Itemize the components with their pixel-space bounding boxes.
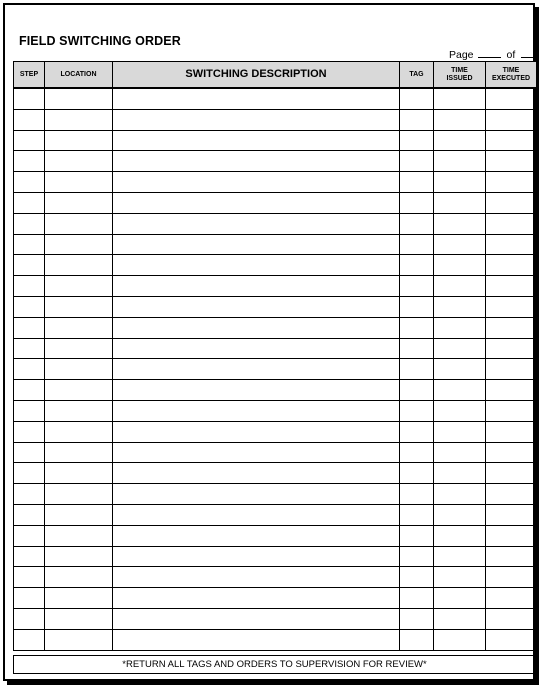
tag-cell[interactable] [400,567,434,588]
tag-cell[interactable] [400,296,434,317]
step-cell[interactable] [14,109,45,130]
description-cell[interactable] [113,130,400,151]
step-cell[interactable] [14,359,45,380]
description-cell[interactable] [113,109,400,130]
description-cell[interactable] [113,567,400,588]
description-cell[interactable] [113,380,400,401]
description-cell[interactable] [113,608,400,629]
time-executed-cell[interactable] [486,234,537,255]
page-number-field [449,48,537,61]
step-cell[interactable] [14,192,45,213]
location-cell[interactable] [45,276,113,297]
tag-cell[interactable] [400,546,434,567]
description-cell[interactable] [113,88,400,109]
table-row [14,588,537,609]
description-cell[interactable] [113,317,400,338]
table-row [14,338,537,359]
location-cell[interactable] [45,442,113,463]
tag-cell[interactable] [400,608,434,629]
table-row [14,255,537,276]
time-issued-cell[interactable] [434,588,486,609]
location-cell[interactable] [45,484,113,505]
table-row [14,130,537,151]
time-issued-cell[interactable] [434,442,486,463]
location-cell[interactable] [45,525,113,546]
tag-cell[interactable] [400,380,434,401]
time-executed-cell[interactable] [486,276,537,297]
time-executed-cell[interactable] [486,109,537,130]
time-executed-cell[interactable] [486,567,537,588]
tag-cell[interactable] [400,359,434,380]
location-cell[interactable] [45,172,113,193]
step-cell[interactable] [14,296,45,317]
description-cell[interactable] [113,255,400,276]
tag-cell[interactable] [400,88,434,109]
table-row [14,276,537,297]
time-issued-cell[interactable] [434,504,486,525]
location-cell[interactable] [45,400,113,421]
header-time-issued-line1: TIME [451,67,468,75]
description-cell[interactable] [113,151,400,172]
time-executed-cell[interactable] [486,255,537,276]
description-cell[interactable] [113,359,400,380]
of-label: of [506,49,516,61]
time-issued-cell[interactable] [434,151,486,172]
table-row [14,172,537,193]
header-step: STEP [14,62,45,89]
time-issued-cell[interactable] [434,276,486,297]
header-location: LOCATION [45,62,113,89]
step-cell[interactable] [14,421,45,442]
location-cell[interactable] [45,359,113,380]
time-issued-cell[interactable] [434,359,486,380]
time-executed-cell[interactable] [486,151,537,172]
description-cell[interactable] [113,296,400,317]
time-executed-cell[interactable] [486,629,537,650]
header-switching-description: SWITCHING DESCRIPTION [113,62,400,89]
location-cell[interactable] [45,608,113,629]
time-issued-cell[interactable] [434,213,486,234]
table-row [14,380,537,401]
tag-cell[interactable] [400,588,434,609]
tag-cell[interactable] [400,151,434,172]
location-cell[interactable] [45,463,113,484]
footer-note: *RETURN ALL TAGS AND ORDERS TO SUPERVISION FOR REVIEW* [13,655,536,674]
time-issued-cell[interactable] [434,463,486,484]
table-row [14,317,537,338]
time-executed-cell[interactable] [486,88,537,109]
step-cell[interactable] [14,504,45,525]
time-issued-cell[interactable] [434,88,486,109]
location-cell[interactable] [45,213,113,234]
switching-table [13,61,537,651]
time-executed-cell[interactable] [486,608,537,629]
time-issued-cell[interactable] [434,255,486,276]
tag-cell[interactable] [400,130,434,151]
location-cell[interactable] [45,130,113,151]
edge-mark [537,655,539,669]
location-cell[interactable] [45,546,113,567]
description-cell[interactable] [113,213,400,234]
description-cell[interactable] [113,234,400,255]
header-time-issued-line2: ISSUED [446,74,473,82]
form-title: FIELD SWITCHING ORDER [19,34,181,48]
step-cell[interactable] [14,546,45,567]
step-cell[interactable] [14,442,45,463]
tag-cell[interactable] [400,109,434,130]
table-row [14,192,537,213]
table-row [14,296,537,317]
time-issued-cell[interactable] [434,109,486,130]
description-cell[interactable] [113,192,400,213]
location-cell[interactable] [45,296,113,317]
step-cell[interactable] [14,400,45,421]
location-cell[interactable] [45,338,113,359]
table-row [14,88,537,109]
time-issued-cell[interactable] [434,172,486,193]
description-cell[interactable] [113,629,400,650]
description-cell[interactable] [113,504,400,525]
time-executed-cell[interactable] [486,588,537,609]
step-cell[interactable] [14,525,45,546]
time-issued-cell[interactable] [434,400,486,421]
location-cell[interactable] [45,88,113,109]
time-executed-cell[interactable] [486,504,537,525]
location-cell[interactable] [45,380,113,401]
location-cell[interactable] [45,629,113,650]
time-issued-cell[interactable] [434,567,486,588]
time-issued-cell[interactable] [434,192,486,213]
time-issued-cell[interactable] [434,317,486,338]
tag-cell[interactable] [400,484,434,505]
table-row [14,109,537,130]
tag-cell[interactable] [400,338,434,359]
location-cell[interactable] [45,567,113,588]
step-cell[interactable] [14,317,45,338]
step-cell[interactable] [14,172,45,193]
tag-cell[interactable] [400,172,434,193]
table-row [14,463,537,484]
description-cell[interactable] [113,338,400,359]
description-cell[interactable] [113,172,400,193]
time-executed-cell[interactable] [486,525,537,546]
page-label: Page [449,49,474,61]
step-cell[interactable] [14,567,45,588]
time-executed-cell[interactable] [486,192,537,213]
time-issued-cell[interactable] [434,484,486,505]
time-executed-cell[interactable] [486,421,537,442]
time-issued-cell[interactable] [434,380,486,401]
step-cell[interactable] [14,608,45,629]
time-executed-cell[interactable] [486,338,537,359]
table-row [14,400,537,421]
time-executed-cell[interactable] [486,130,537,151]
table-header-row [14,62,537,89]
description-cell[interactable] [113,525,400,546]
step-cell[interactable] [14,130,45,151]
location-cell[interactable] [45,588,113,609]
tag-cell[interactable] [400,255,434,276]
table-row [14,442,537,463]
header-time-issued [434,62,486,89]
step-cell[interactable] [14,255,45,276]
description-cell[interactable] [113,546,400,567]
tag-cell[interactable] [400,400,434,421]
description-cell[interactable] [113,421,400,442]
table-row [14,525,537,546]
table-row [14,484,537,505]
location-cell[interactable] [45,504,113,525]
header-time-executed [486,62,537,89]
table-row [14,213,537,234]
table-row [14,629,537,650]
time-executed-cell[interactable] [486,546,537,567]
time-executed-cell[interactable] [486,296,537,317]
page-shadow [7,681,539,685]
location-cell[interactable] [45,234,113,255]
time-issued-cell[interactable] [434,546,486,567]
time-issued-cell[interactable] [434,296,486,317]
time-issued-cell[interactable] [434,421,486,442]
time-issued-cell[interactable] [434,525,486,546]
time-issued-cell[interactable] [434,629,486,650]
time-executed-cell[interactable] [486,400,537,421]
description-cell[interactable] [113,442,400,463]
page-number-blank[interactable] [478,48,501,58]
location-cell[interactable] [45,255,113,276]
location-cell[interactable] [45,317,113,338]
tag-cell[interactable] [400,421,434,442]
step-cell[interactable] [14,484,45,505]
step-cell[interactable] [14,234,45,255]
time-issued-cell[interactable] [434,234,486,255]
time-executed-cell[interactable] [486,463,537,484]
time-issued-cell[interactable] [434,130,486,151]
location-cell[interactable] [45,151,113,172]
page-total-blank[interactable] [521,48,537,58]
tag-cell[interactable] [400,504,434,525]
location-cell[interactable] [45,192,113,213]
time-executed-cell[interactable] [486,213,537,234]
time-issued-cell[interactable] [434,608,486,629]
time-issued-cell[interactable] [434,338,486,359]
tag-cell[interactable] [400,442,434,463]
table-row [14,421,537,442]
tag-cell[interactable] [400,629,434,650]
tag-cell[interactable] [400,463,434,484]
description-cell[interactable] [113,463,400,484]
step-cell[interactable] [14,213,45,234]
step-cell[interactable] [14,151,45,172]
description-cell[interactable] [113,400,400,421]
table-row [14,234,537,255]
step-cell[interactable] [14,338,45,359]
description-cell[interactable] [113,484,400,505]
time-executed-cell[interactable] [486,172,537,193]
table-row [14,504,537,525]
header-time-executed-line2: EXECUTED [491,74,531,82]
header-time-executed-line1: TIME [502,67,520,75]
time-executed-cell[interactable] [486,317,537,338]
table-row [14,567,537,588]
step-cell[interactable] [14,629,45,650]
time-executed-cell[interactable] [486,380,537,401]
location-cell[interactable] [45,109,113,130]
description-cell[interactable] [113,588,400,609]
time-executed-cell[interactable] [486,442,537,463]
header-tag: TAG [400,62,434,89]
tag-cell[interactable] [400,276,434,297]
time-executed-cell[interactable] [486,484,537,505]
table-row [14,359,537,380]
tag-cell[interactable] [400,525,434,546]
time-executed-cell[interactable] [486,359,537,380]
tag-cell[interactable] [400,234,434,255]
location-cell[interactable] [45,421,113,442]
step-cell[interactable] [14,588,45,609]
description-cell[interactable] [113,276,400,297]
tag-cell[interactable] [400,192,434,213]
table-row [14,546,537,567]
step-cell[interactable] [14,380,45,401]
tag-cell[interactable] [400,213,434,234]
step-cell[interactable] [14,88,45,109]
tag-cell[interactable] [400,317,434,338]
table-row [14,608,537,629]
step-cell[interactable] [14,463,45,484]
table-row [14,151,537,172]
step-cell[interactable] [14,276,45,297]
